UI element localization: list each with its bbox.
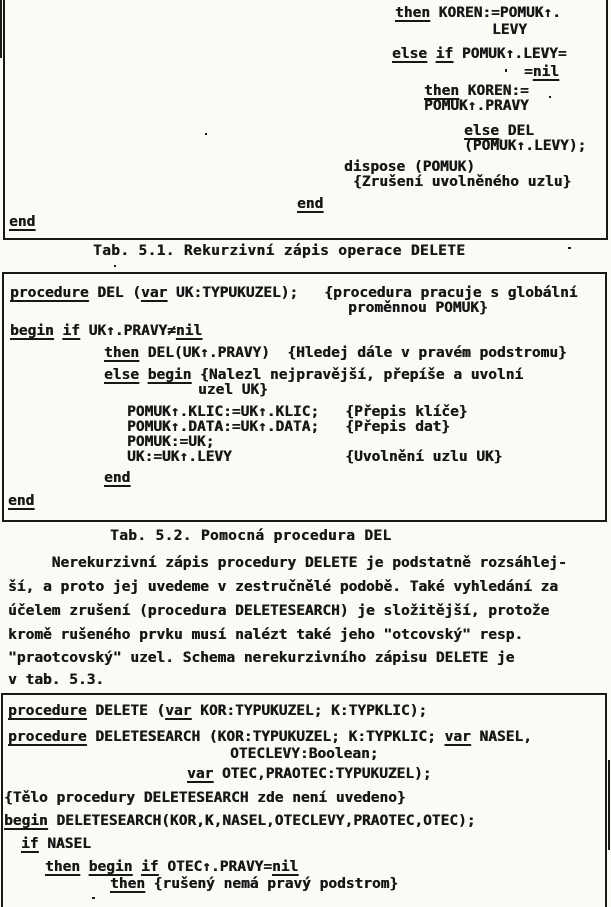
code-line: uzel UK} <box>198 382 268 398</box>
code-line: then {rušený nemá pravý podstrom} <box>110 876 399 892</box>
code-line: begin DELETESEARCH(KOR,K,NASEL,OTECLEVY,PRAOTEC,OTEC); <box>4 813 476 829</box>
paragraph-line: kromě rušeného prvku musí nalézt také jeho "otcovský" resp. <box>8 627 524 643</box>
scan-speck <box>92 897 95 899</box>
code-line: end <box>297 196 324 212</box>
scan-artifact <box>0 0 2 58</box>
paragraph-line: účelem zrušení (procedura DELETESEARCH) je složitější, protože <box>8 603 550 619</box>
code-line: OTECLEVY:Boolean; <box>230 746 379 762</box>
code-line: proměnnou POMUK} <box>348 300 488 316</box>
code-line: POMUK↑.KLIC:=UK↑.KLIC; {Přepis klíče} <box>127 404 468 420</box>
code-line: if NASEL <box>21 836 91 852</box>
code-line: {Zrušení uvolněného uzlu} <box>353 174 572 190</box>
paragraph-line: ší, a proto jej uvedeme v zestručnělé podobě. Také vyhledání za <box>8 579 558 595</box>
code-line: procedure DELETE (var KOR:TYPUKUZEL; K:TYPKLIC); <box>8 703 428 719</box>
scan-speck <box>505 69 507 72</box>
code-line: dispose (POMUK) <box>344 159 475 175</box>
code-line: UK:=UK↑.LEVY {Uvolnění uzlu UK} <box>127 449 503 465</box>
code-line: procedure DEL (var UK:TYPUKUZEL); {procedura pracuje s globální <box>10 285 578 301</box>
code-line: then begin if OTEC↑.PRAVY=nil <box>45 859 299 875</box>
code-line: POMUK:=UK; <box>127 434 215 450</box>
code-line: var OTEC,PRAOTEC:TYPUKUZEL); <box>187 766 432 782</box>
code-line: (POMUK↑.LEVY); <box>464 138 587 154</box>
code-line: then KOREN:=POMUK↑. <box>395 5 561 21</box>
code-line: else if POMUK↑.LEVY= <box>392 46 567 62</box>
scan-artifact <box>608 760 610 850</box>
table-caption-5-1: Tab. 5.1. Rekurzivní zápis operace DELETE <box>93 243 466 259</box>
code-box-tab-5-2 <box>2 272 607 522</box>
code-line: end <box>9 214 36 230</box>
table-caption-5-2: Tab. 5.2. Pomocná procedura DEL <box>110 528 392 544</box>
paragraph-line: "praotcovský" uzel. Schema nerekurzivního zápisu DELETE je <box>8 650 515 666</box>
code-line: else begin {Nalezl nejpravější, přepíše a uvolní <box>104 367 524 383</box>
code-line: end <box>104 470 131 486</box>
code-line: end <box>8 493 35 509</box>
code-line: begin if UK↑.PRAVY≠nil <box>10 323 203 339</box>
paragraph-line: v tab. 5.3. <box>8 672 105 688</box>
paragraph-line: Nerekurzivní zápis procedury DELETE je podstatně rozsáhlej- <box>8 555 567 571</box>
code-line: {Tělo procedury DELETESEARCH zde není uvedeno} <box>4 790 406 806</box>
code-line: procedure DELETESEARCH (KOR:TYPUKUZEL; K:TYPKLIC; var NASEL, <box>8 729 532 745</box>
scan-speck <box>114 265 116 267</box>
code-line: then KOREN:= <box>424 83 529 99</box>
code-line: POMUK↑.DATA:=UK↑.DATA; {Přepis dat} <box>127 419 451 435</box>
code-line: POMUK↑.PRAVY <box>424 98 529 114</box>
code-line: then DEL(UK↑.PRAVY) {Hledej dále v pravém podstromu} <box>104 345 567 361</box>
code-line: else DEL <box>464 123 534 139</box>
scan-speck <box>549 96 551 98</box>
code-line: LEVY <box>492 22 527 38</box>
scan-speck <box>205 133 207 135</box>
code-line: =nil <box>524 64 559 80</box>
scan-speck <box>568 247 571 249</box>
